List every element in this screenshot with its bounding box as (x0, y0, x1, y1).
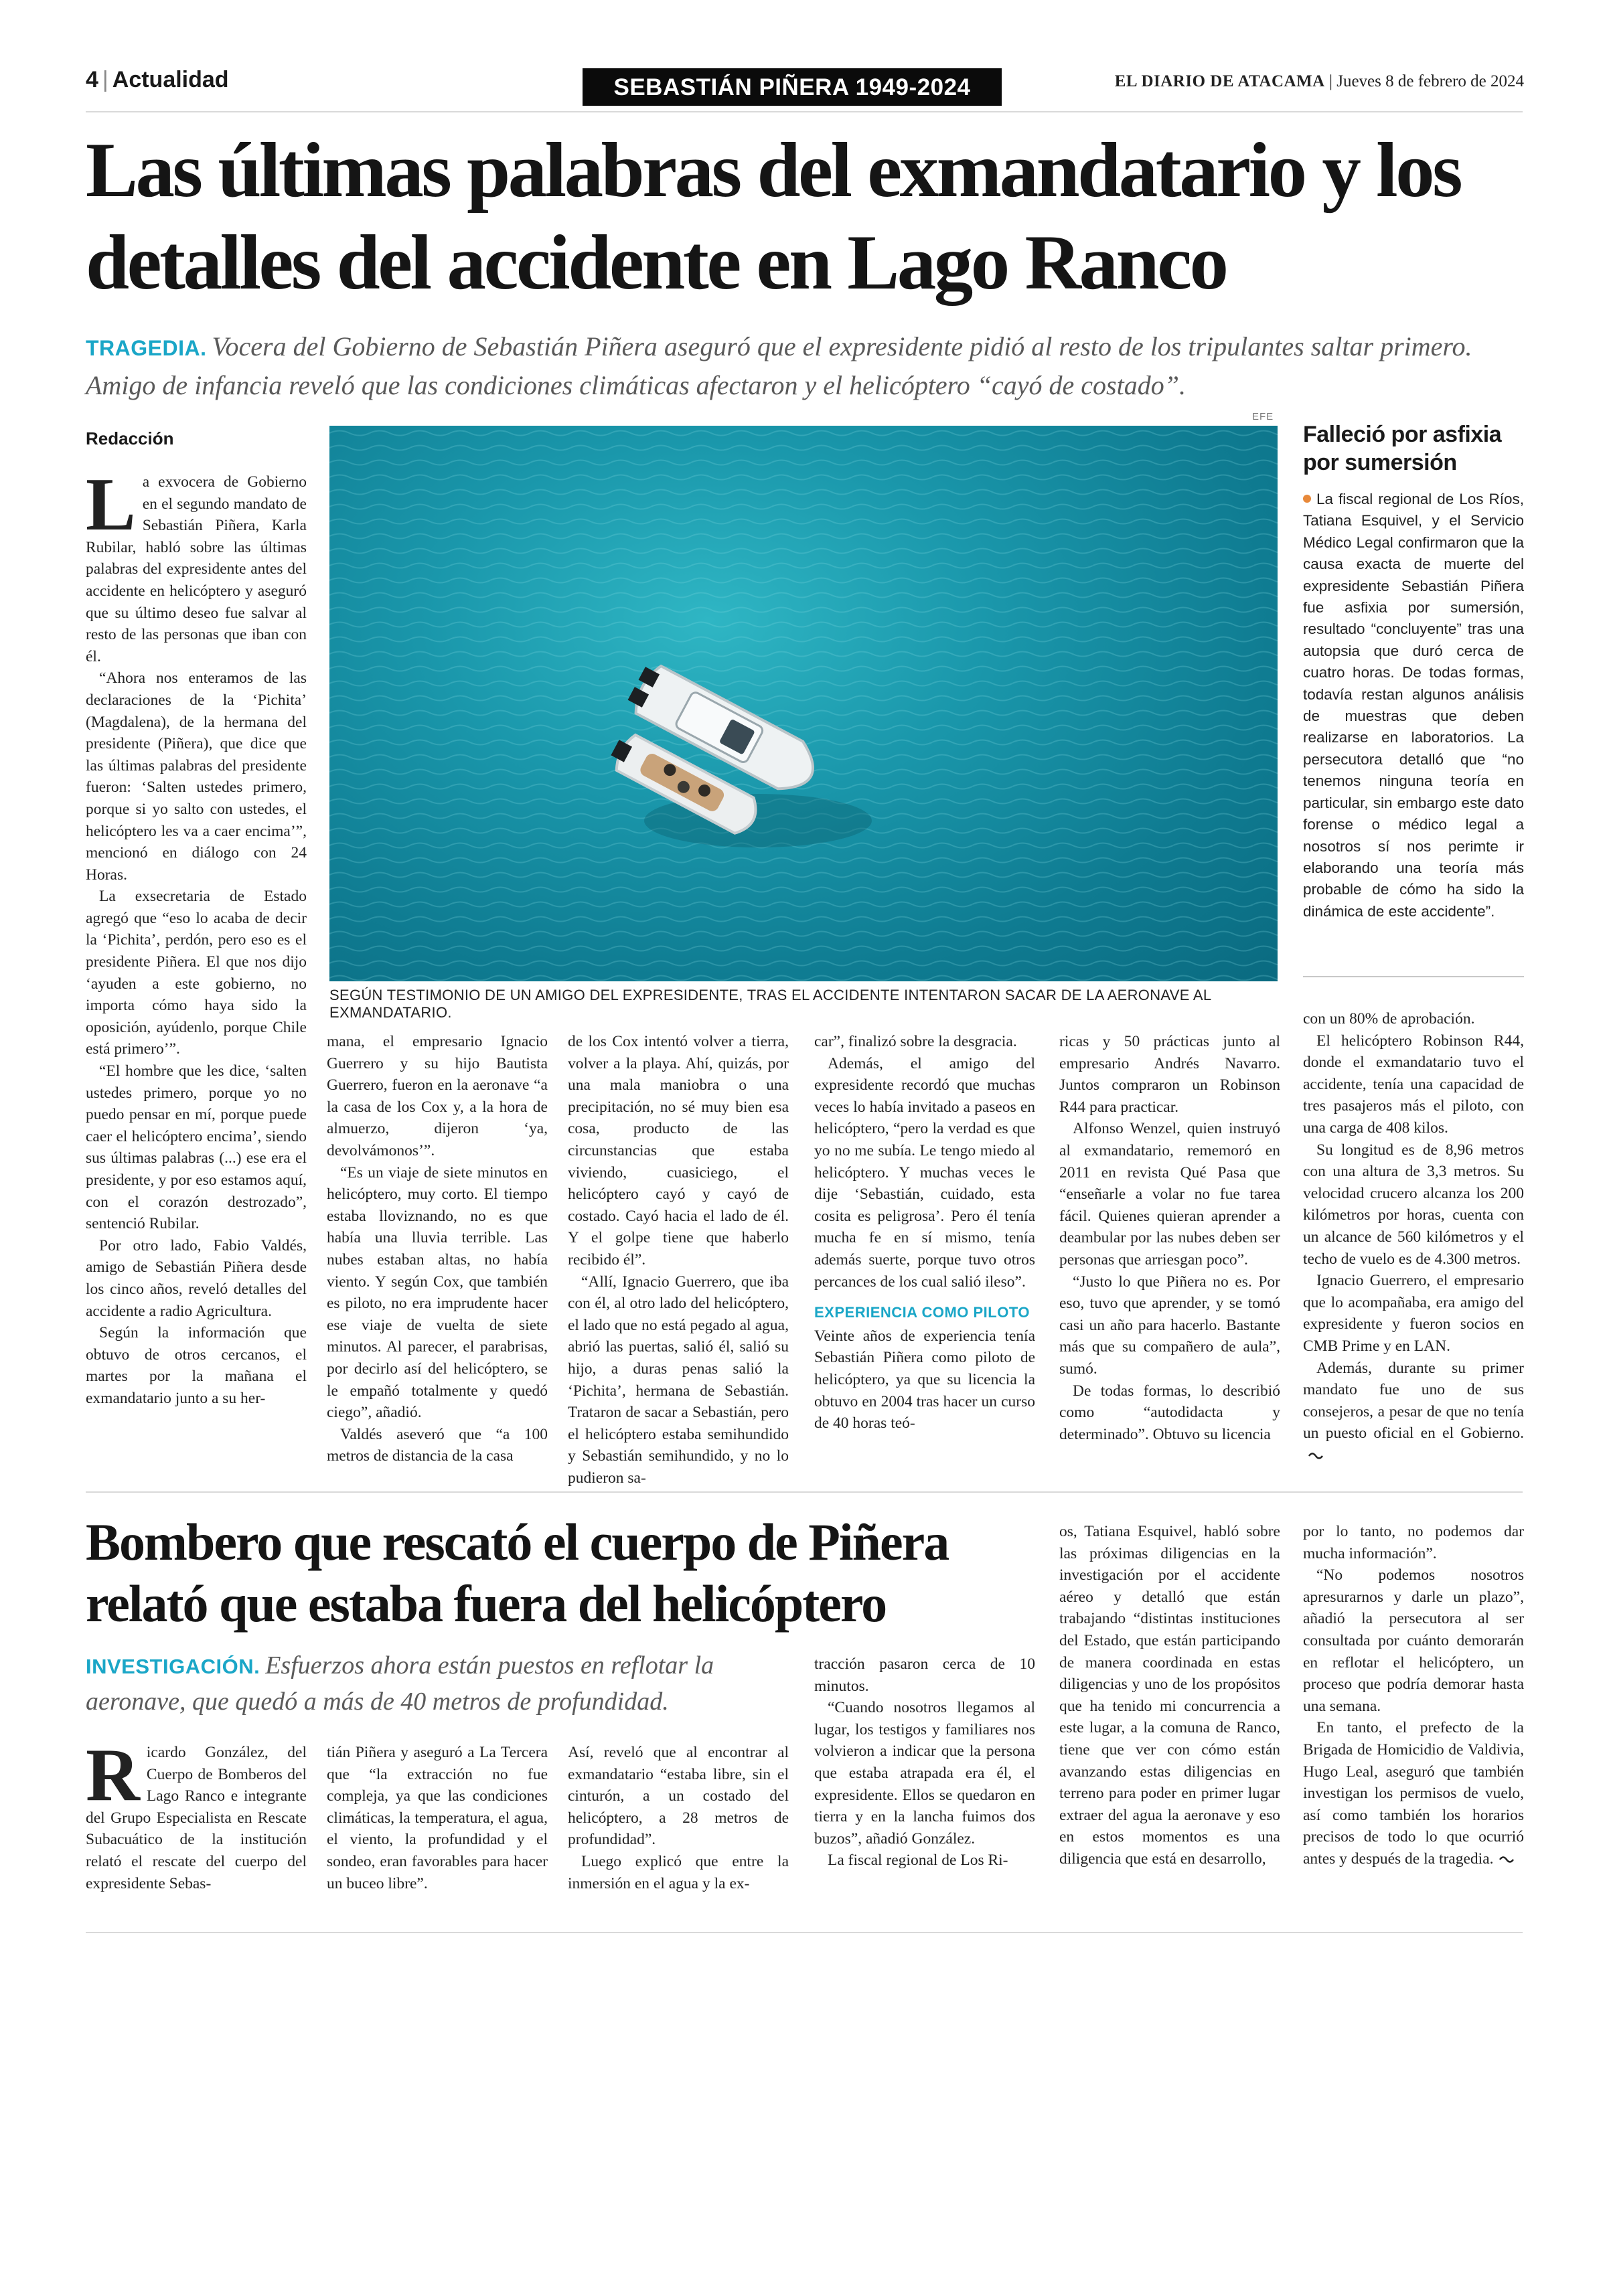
paragraph: “No podemos nosotros apresurarnos y darle un plazo”, añadió la persecutora al ser consultada por cuánto demorarán en reflotar el helicóptero, un proceso que podría demorar hasta una semana. (1303, 1566, 1524, 1715)
paragraph: a exvocera de Gobierno en el segundo mandato de Sebastián Piñera, Karla Rubilar, habló sobre las últimas palabras del expresidente antes del accidente en helicóptero y aseguró que su último deseo fue salvar al resto de las personas que iban con él. (86, 473, 307, 665)
paragraph: con un 80% de aprobación. (1303, 1010, 1475, 1028)
article1-column-2 (327, 1031, 548, 1467)
section-label (86, 67, 229, 93)
footer-rule (86, 1932, 1523, 1933)
dropcap: L (86, 463, 136, 546)
paragraph: por lo tanto, no podemos dar mucha información”. (1303, 1523, 1524, 1562)
sidebar-body (1303, 489, 1524, 922)
paragraph: tracción pasaron cerca de 10 minutos. (814, 1655, 1035, 1695)
paragraph: Por otro lado, Fabio Valdés, amigo de Sebastián Piñera desde los cinco años, reveló detalles del accidente a radio Agricultura. (86, 1236, 307, 1320)
section-name: Actualidad (112, 67, 229, 92)
sidebar-rule (1303, 976, 1524, 977)
article-divider (86, 1491, 1523, 1493)
paragraph: La fiscal regional de Los Ri- (828, 1852, 1008, 1870)
boat-scene (329, 426, 1278, 981)
boat-photo (329, 426, 1278, 981)
paragraph: Valdés aseveró que “a 100 metros de distancia de la casa (327, 1425, 548, 1465)
paragraph: Según la información que obtuvo de otros cercanos, el martes por la mañana el exmandatario junto a su her- (86, 1324, 307, 1407)
paragraph: os, Tatiana Esquivel, habló sobre las próximas diligencias en la investigación por el accidente aéreo y detalló que están trabajando “distintas instituciones del Estado, que están participando de manera coordinada en estas diligencias y uno de los propósitos que ha tenido mi concurrencia a este lugar, a la comuna de Ranco, tiene que ver con cómo están avanzando estas diligencias en terreno para poder en primer lugar extraer del agua la aeronave y eso en estos momentos es una diligencia que está en desarrollo, (1059, 1523, 1280, 1868)
paragraph: Ignacio Guerrero, el empresario que lo acompañaba, era amigo del expresidente y fueron socios en CMB Prime y en LAN. (1303, 1272, 1524, 1355)
subheading: EXPERIENCIA COMO PILOTO (814, 1304, 1030, 1321)
article1-column-3 (568, 1031, 789, 1489)
photo-credit: EFE (1252, 411, 1274, 422)
article2-column-2 (327, 1742, 548, 1894)
paragraph: car”, finalizó sobre la desgracia. (814, 1033, 1017, 1050)
paragraph: tián Piñera y aseguró a La Tercera que “la extracción no fue compleja, ya que las condiciones climáticas, la temperatura, el agua, el viento, la profundidad y el sondeo, eran favorables para hacer un buceo libre”. (327, 1744, 548, 1892)
article2-column-4 (814, 1653, 1035, 1872)
end-mark-icon (1307, 1451, 1324, 1461)
byline: Redacción (86, 428, 174, 448)
deck-tag: TRAGEDIA. (86, 336, 207, 360)
issue-date: Jueves 8 de febrero de 2024 (1336, 72, 1524, 90)
paragraph: Luego explicó que entre la inmersión en el agua y la ex- (568, 1852, 789, 1892)
article1-column-6 (1303, 1008, 1524, 1466)
topic-banner: SEBASTIÁN PIÑERA 1949-2024 (583, 68, 1002, 106)
paragraph: mana, el empresario Ignacio Guerrero y su hijo Bautista Guerrero, fueron en la aeronave “a la casa de los Cox y, a la hora de almuerzo, dijeron ‘ya, devolvámonos’”. (327, 1033, 548, 1159)
main-deck (86, 328, 1525, 404)
second-headline: Bombero que rescató el cuerpo de Piñera relató que estaba fuera del helicóptero (86, 1513, 949, 1633)
article2-column-3 (568, 1742, 789, 1894)
dropcap: R (86, 1734, 140, 1817)
photo-caption: SEGÚN TESTIMONIO DE UN AMIGO DEL EXPRESIDENTE, TRAS EL ACCIDENTE INTENTARON SACAR DE LA AERONAVE AL EXMANDATARIO. (329, 987, 1211, 1021)
article1-column-4 (814, 1031, 1035, 1434)
paragraph: “Allí, Ignacio Guerrero, que iba con él, al otro lado del helicóptero, el lado que no está pegado al agua, abrió las puertas, salió él, salió su hijo, a duras penas salió la ‘Pichita’, hermana de Sebastián. Trataron de sacar a Sebastián, pero el helicóptero estaba semihundido y Sebastián semihundido, y no lo pudieron sa- (568, 1273, 789, 1487)
paragraph: icardo González, del Cuerpo de Bomberos del Lago Ranco e integrante del Grupo Especialista en Rescate Subacuático de la institución relató el rescate del cuerpo del expresidente Sebas- (86, 1744, 307, 1892)
paragraph: “Es un viaje de siete minutos en helicóptero, muy corto. El tiempo estaba lloviznando, no es que había una lluvia terrible. Las nubes estaban altas, no había viento. Y según Cox, que también es piloto, no era imprudente hacer ese viaje de vuelta de siete minutos. Al parecer, el parabrisas, por decirlo así del helicóptero, se le empañó totalmente y quedó ciego”, añadió. (327, 1163, 548, 1422)
paragraph-text: Además, durante su primer mandato fue uno de sus consejeros, a pesar de que no tenía un puesto oficial en el Gobierno. (1303, 1359, 1524, 1443)
page-number: 4 (86, 67, 98, 92)
paragraph: Veinte años de experiencia tenía Sebastián Piñera como piloto de helicóptero, ya que su licencia la obtuvo en 2004 tras hacer un curso de 40 horas teó- (814, 1327, 1035, 1432)
paragraph (1303, 1717, 1524, 1870)
article2-column-1 (86, 1734, 307, 1894)
paragraph: Alfonso Wenzel, quien instruyó al exmandatario, rememoró en 2011 en revista Qué Pasa que “enseñarle a volar no fue tarea fácil. Quienes quieran aprender a deambular por las nubes deben ser personas que arriesgan poco”. (1059, 1120, 1280, 1268)
sidebar-title: Falleció por asfixia por sumersión (1303, 422, 1502, 475)
newspaper-name: EL DIARIO DE ATACAMA (1114, 72, 1325, 90)
paragraph: La exsecretaria de Estado agregó que “eso lo acaba de decir la ‘Pichita’, perdón, pero eso es el presidente Piñera. El que nos dijo ‘ayuden a este gobierno, no importa cómo haya sido la oposición, ayúdenlo, porque Chile está primero’”. (86, 888, 307, 1058)
article1-column-1 (86, 463, 307, 1410)
paragraph: “El hombre que les dice, ‘salten ustedes primero, porque yo no puedo pensar en mí, porque puede caer el helicóptero encima’, siendo sus últimas palabras (...) ese era el presidente, y por eso estamos aquí, con el corazón destrozado”, sentenció Rubilar. (86, 1062, 307, 1233)
paragraph: de los Cox intentó volver a tierra, volver a la playa. Ahí, quizás, por una mala maniobra o una precipitación, no sé muy bien esa cosa, producto de las circunstancias que estaba viviendo, cuasiciego, el helicóptero cayó y cayó de costado. Cayó hacia el lado de él. Y el golpe tiene que haberlo recibido él”. (568, 1033, 789, 1268)
paragraph: Su longitud es de 8,96 metros con una altura de 3,3 metros. Su velocidad crucero alcanza los 200 kilómetros por horas, cuenta con un alcance de 560 kilómetros y el techo de vuelo es de 4.300 metros. (1303, 1141, 1524, 1268)
header-rule (86, 111, 1523, 112)
paragraph: “Ahora nos enteramos de las declaraciones de la ‘Pichita’ (Magdalena), de la hermana del presidente (Piñera), que dice que las últimas palabras del presidente fueron: ‘Salten ustedes primero, porque si yo salto con ustedes, el helicóptero les va a caer encima’”, mencionó en diálogo con 24 Horas. (86, 669, 307, 884)
article1-column-5 (1059, 1031, 1280, 1445)
paragraph-text: En tanto, el prefecto de la Brigada de Homicidio de Valdivia, Hugo Leal, aseguró que también investigan los permisos de vuelo, así como también los horarios precisos de todo lo que ocurrió antes y después de la tragedia. (1303, 1719, 1524, 1868)
paragraph: Así, reveló que al encontrar al exmandatario “estaba libre, sin el cinturón, a un costado del helicóptero, a 28 metros de profundidad”. (568, 1744, 789, 1849)
article2-column-5 (1059, 1521, 1280, 1870)
bullet-icon (1303, 495, 1311, 503)
paragraph: ricas y 50 prácticas junto al empresario Andrés Navarro. Juntos compraron un Robinson R44 para practicar. (1059, 1033, 1280, 1116)
masthead: EL DIARIO DE ATACAMA | Jueves 8 de febrero de 2024 (1114, 72, 1524, 90)
paragraph: El helicóptero Robinson R44, donde el exmandatario tuvo el accidente, tenía una capacidad de tres pasajeros más el piloto, con una carga de 408 kilos. (1303, 1032, 1524, 1137)
deck-text: Esfuerzos ahora están puestos en reflotar la aeronave, que quedó a más de 40 metros de profundidad. (86, 1651, 714, 1716)
paragraph: Además, el amigo del expresidente recordó que muchas veces lo había invitado a paseos en helicóptero, “pero la verdad es que yo no me subía. Le tengo miedo al helicóptero. Y muchas veces le dije ‘Sebastián, cuidado, esta cosita es peligrosa’. Pero él tenía mucha fe en sí mismo, tenía además suerte, porque tuvo otros percances de los cual salió ileso”. (814, 1054, 1035, 1291)
end-mark-icon (1498, 1854, 1515, 1865)
second-deck (86, 1648, 795, 1719)
main-headline: Las últimas palabras del exmandatario y los detalles del accidente en Lago Ranco (86, 127, 1461, 306)
paragraph: De todas formas, lo describió como “autodidacta y determinado”. Obtuvo su licencia (1059, 1382, 1280, 1443)
deck-text: Vocera del Gobierno de Sebastián Piñera aseguró que el expresidente pidió al resto de los tripulantes saltar primero. Amigo de infancia reveló que las condiciones climáticas afectaron y el helicóptero “cayó de costado”. (86, 331, 1472, 400)
paragraph: “Cuando nosotros llegamos al lugar, los testigos y familiares nos volvieron a indicar que la persona que estaba atrapada era él, el expresidente. Ellos se quedaron en tierra y en la lancha fuimos dos buzos”, añadió González. (814, 1699, 1035, 1848)
deck-tag: INVESTIGACIÓN. (86, 1655, 260, 1678)
paragraph: “Justo lo que Piñera no es. Por eso, tuvo que aprender, y se tomó casi un año para hacerlo. Bastante más que su compañero de aula”, sumó. (1059, 1273, 1280, 1378)
divider: | (102, 67, 108, 92)
paragraph (1303, 1358, 1524, 1467)
article2-column-6 (1303, 1521, 1524, 1870)
sidebar-text: La fiscal regional de Los Ríos, Tatiana Esquivel, y el Servicio Médico Legal confirmaron que la causa exacta de muerte del expresidente Sebastián Piñera fue asfixia por sumersión, resultado “concluyente” tras una autopsia que duró cerca de cuatro horas. De todas formas, todavía restan algunos análisis de muestras que deben realizarse en laboratorios. La persecutora detalló que “no tenemos ninguna teoría en particular, sin embargo este dato forense o médico legal a nosotros sí nos perimte ir elaborando una teoría más probable de cómo ha sido la dinámica de este accidente”. (1303, 491, 1524, 920)
